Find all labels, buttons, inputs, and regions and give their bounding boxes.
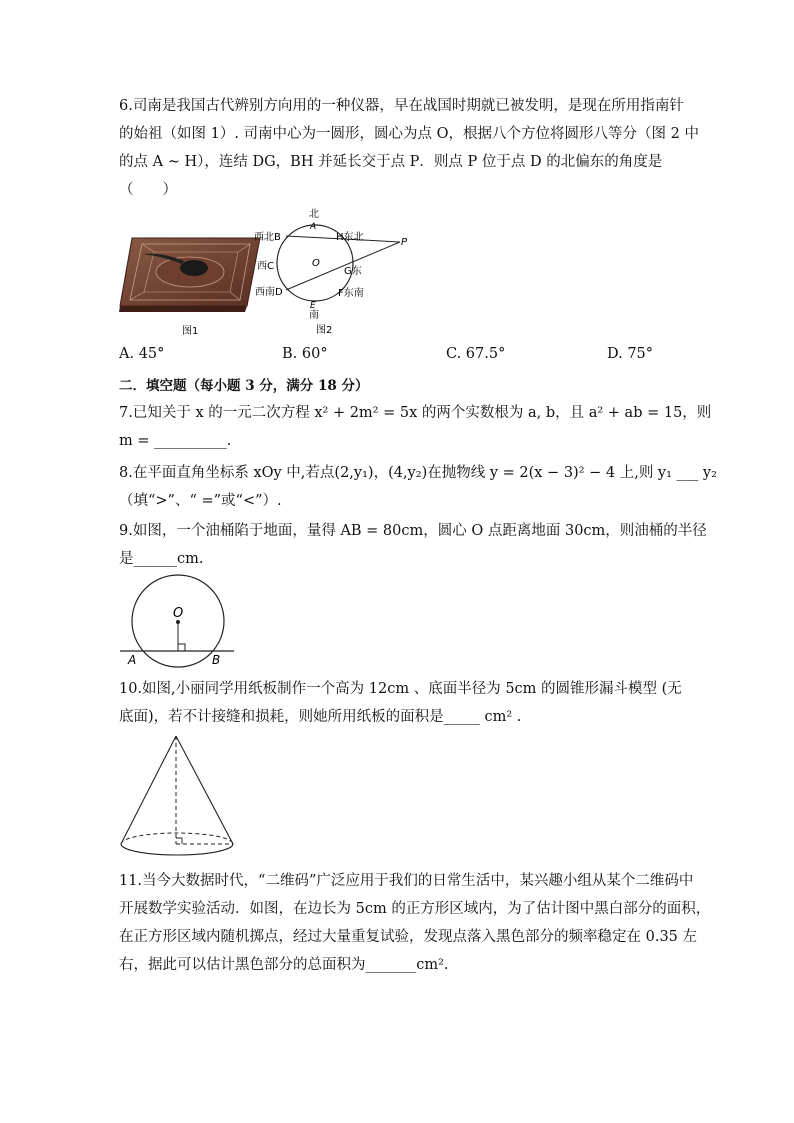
label-west: 西C	[257, 261, 274, 272]
cone-left-edge	[121, 736, 176, 844]
cone-right-angle-mark	[176, 838, 182, 844]
q11-line-4: 右，据此可以估计黑色部分的总面积为_______cm².	[119, 957, 449, 973]
fig1-caption: 图1	[182, 326, 199, 337]
sinan-compass-figure	[112, 228, 262, 338]
label-a: A	[128, 653, 137, 667]
cone-right-edge	[176, 736, 233, 844]
option-d: D. 75°	[607, 346, 654, 362]
label-north: 北	[309, 209, 319, 220]
label-o: O	[173, 606, 184, 621]
option-a: A. 45°	[119, 346, 165, 362]
right-angle-mark	[178, 644, 185, 651]
q11-line-2: 开展数学实验活动．如图，在边长为 5cm 的正方形区域内，为了估计图中黑白部分的面积，	[119, 901, 711, 917]
label-o: O	[312, 258, 320, 269]
label-south: 南	[309, 310, 319, 321]
fig2-caption: 图2	[316, 325, 333, 336]
label-e: E	[310, 301, 316, 311]
q7-line-1: 7.已知关于 x 的一元二次方程 x² + 2m² = 5x 的两个实数根为 a, b，且 a² + ab = 15，则	[119, 405, 712, 421]
q8-line-2: （填“>”、“ =”或“<”）.	[119, 493, 282, 509]
compass-circle-figure	[252, 206, 422, 341]
label-southwest: 西南D	[255, 287, 283, 298]
q9-line-1: 9.如图，一个油桶陷于地面，量得 AB = 80cm，圆心 O 点距离地面 30cm，则油桶的半径	[119, 523, 707, 539]
line-dp	[286, 242, 400, 290]
q10-line-2: 底面)，若不计接缝和损耗，则她所用纸板的面积是_____ cm² .	[119, 709, 522, 725]
label-southeast: F东南	[338, 288, 364, 299]
q11-line-1: 11.当今大数据时代，“二维码”广泛应用于我们的日常生活中，某兴趣小组从某个二维码中	[119, 873, 694, 889]
label-b: B	[212, 653, 221, 667]
option-b: B. 60°	[282, 346, 328, 362]
oil-drum-figure	[118, 575, 248, 670]
label-northwest: 西北B	[254, 232, 281, 243]
q7-line-2: m = __________.	[119, 433, 232, 449]
q6-line-4: （ ）	[119, 182, 177, 198]
label-northeast: H东北	[336, 232, 364, 243]
label-p: P	[401, 237, 408, 248]
option-c: C. 67.5°	[446, 346, 506, 362]
q9-line-2: 是______cm.	[119, 551, 204, 567]
q6-line-1: 6.司南是我国古代辨别方向用的一种仪器，早在战国时期就已被发明，是现在所用指南针	[119, 98, 684, 114]
cone-base-front	[121, 844, 233, 855]
q8-line-1: 8.在平面直角坐标系 xOy 中,若点(2,y₁)，(4,y₂)在抛物线 y = 2(x − 3)² − 4 上,则 y₁ ___ y₂	[119, 465, 717, 481]
cone-base-back	[121, 833, 233, 844]
q6-line-2: 的始祖（如图 1）. 司南中心为一圆形，圆心为点 O，根据八个方位将圆形八等分（图 2 中	[119, 126, 699, 142]
q6-line-3: 的点 A ~ H），连结 DG，BH 并延长交于点 P．则点 P 位于点 D 的北偏东的角度是	[119, 154, 663, 170]
label-east: G东	[344, 266, 362, 277]
section-title: 二．填空题（每小题 3 分，满分 18 分）	[119, 378, 369, 394]
q11-line-3: 在正方形区域内随机掷点，经过大量重复试验，发现点落入黑色部分的频率稳定在 0.35 左	[119, 929, 697, 945]
q10-line-1: 10.如图,小丽同学用纸板制作一个高为 12cm 、底面半径为 5cm 的圆锥形漏斗模型 (无	[119, 681, 682, 697]
spoon-bowl	[180, 260, 208, 276]
label-a: A	[310, 222, 317, 232]
cone-figure	[116, 732, 241, 862]
